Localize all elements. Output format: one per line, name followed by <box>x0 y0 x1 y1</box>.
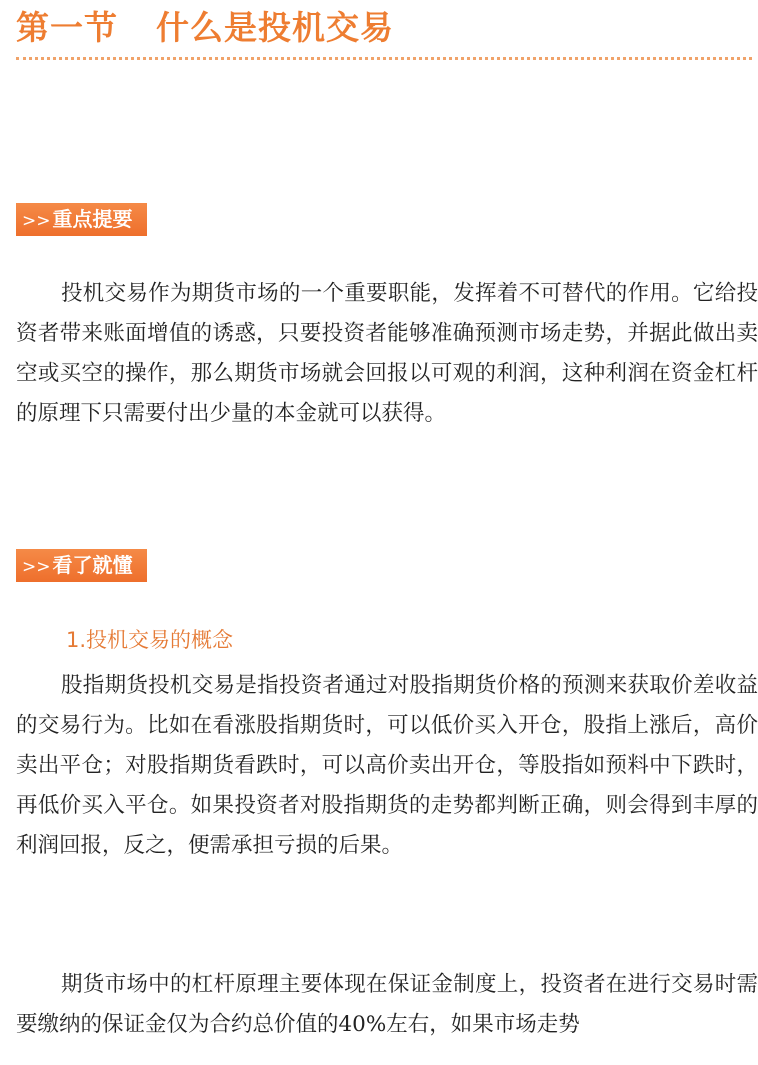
chapter-title-text: 什么是投机交易 <box>156 8 394 47</box>
key-points-tag <box>16 203 147 236</box>
explained-tag <box>16 549 147 582</box>
chapter-title <box>16 6 394 50</box>
double-chevron-icon: >> <box>22 557 51 577</box>
key-points-paragraph: 投机交易作为期货市场的一个重要职能，发挥着不可替代的作用。它给投资者带来账面增值的诱惑，只要投资者能够准确预测市场走势，并据此做出卖空或买空的操作，那么期货市场就会回报以可观的利润，这种利润在资金杠杆的原理下只需要付出少量的本金就可以获得。 <box>16 281 758 426</box>
concept-paragraph: 股指期货投机交易是指投资者通过对股指期货价格的预测来获取价差收益的交易行为。比如在看涨股指期货时，可以低价买入开仓，股指上涨后，高价卖出平仓；对股指期货看跌时，可以高价卖出开仓，等股指如预料中下跌时，再低价买入平仓。如果投资者对股指期货的走势都判断正确，则会得到丰厚的利润回报，反之，便需承担亏损的后果。 <box>16 673 758 858</box>
explained-tag-label: 看了就懂 <box>52 553 133 577</box>
chapter-section-number: 第一节 <box>16 8 118 47</box>
leverage-paragraph: 期货市场中的杠杆原理主要体现在保证金制度上，投资者在进行交易时需要缴纳的保证金仅为合约总价值的40%左右，如果市场走势 <box>16 972 758 1037</box>
title-dotted-divider <box>16 57 752 60</box>
concept-subheading: 1.投机交易的概念 <box>66 628 234 652</box>
key-points-tag-label: 重点提要 <box>52 207 133 231</box>
double-chevron-icon: >> <box>22 211 51 231</box>
